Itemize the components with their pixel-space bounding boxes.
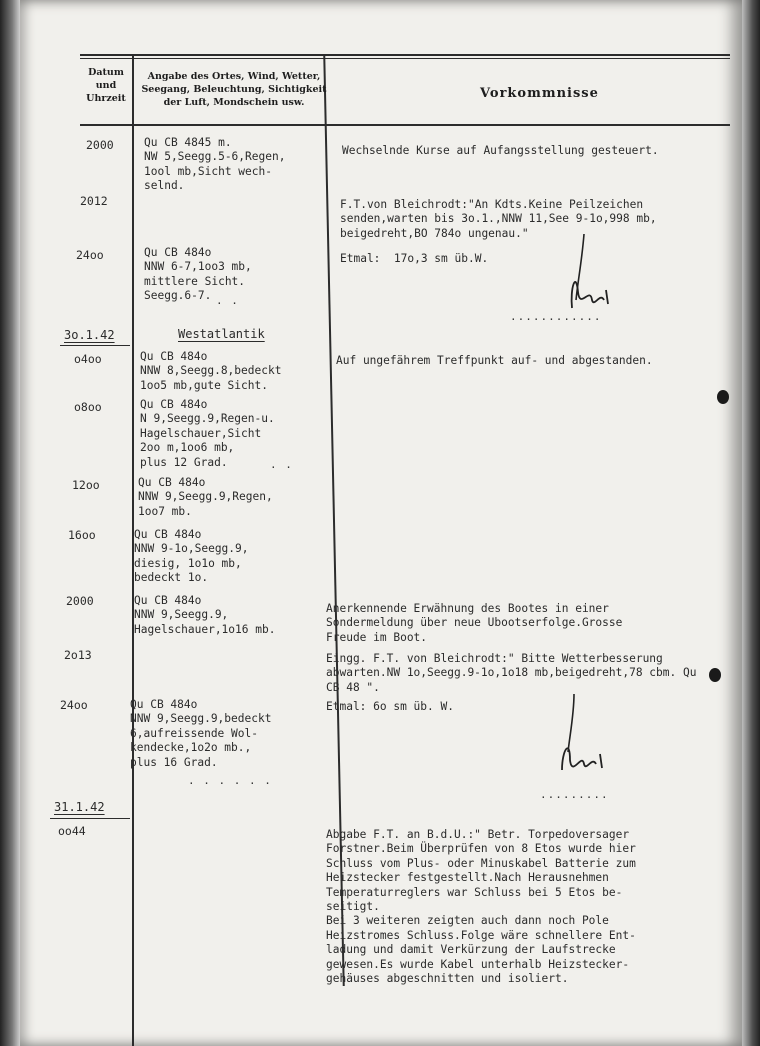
log-page [20, 0, 742, 1046]
time-1600: 16oo [68, 528, 96, 542]
scan-right-edge [742, 0, 760, 1046]
location-2400-a: Qu CB 484o NNW 6-7,1oo3 mb, mittlere Sicht. Seegg.6-7. [144, 246, 252, 303]
event-2000-a: Wechselnde Kurse auf Aufangsstellung gesteuert. [342, 144, 659, 157]
signature-line-2: ......... [540, 788, 609, 801]
location-2400-b: Qu CB 484o NNW 9,Seegg.9,bedeckt 6,aufreissende Wol- kendecke,1o2o mb., plus 16 Grad. [130, 698, 272, 769]
date-rule-2 [50, 818, 130, 819]
location-0400: Qu CB 484o NNW 8,Seegg.8,bedeckt 1oo5 mb,gute Sicht. [140, 350, 282, 392]
dotted-filler-2: . . [270, 458, 293, 471]
event-2013: Eingg. F.T. von Bleichrodt:" Bitte Wetterbesserung abwarten.NW 1o,Seegg.9-1o,1o18 mb,beigedreht,78 cbm. Qu CB 48 ". [326, 652, 697, 694]
time-2012: 2012 [80, 194, 108, 208]
event-2000-b: Anerkennende Erwähnung des Bootes in einer Sondermeldung über neue Ubootserfolge.Grosse Freude im Boot. [326, 602, 623, 644]
header-bottom-rule [80, 124, 730, 126]
signature-2 [530, 690, 630, 790]
dotted-filler-3: . . . . . . [188, 774, 272, 787]
header-events: Vorkommnisse [480, 86, 599, 101]
location-2000-b: Qu CB 484o NNW 9,Seegg.9, Hagelschauer,1o16 mb. [134, 594, 276, 636]
time-2400-b: 24oo [60, 698, 88, 712]
event-2400-b: Etmal: 6o sm üb. W. [326, 700, 454, 713]
location-heading-westatlantik: Westatlantik [178, 327, 265, 341]
date-30-1-42: 3o.1.42 [64, 328, 115, 342]
location-2000-a: Qu CB 4845 m. NW 5,Seegg.5-6,Regen, 1ool mb,Sicht wech- selnd. [144, 136, 286, 193]
date-rule-1 [60, 345, 130, 346]
time-2013: 2o13 [64, 648, 92, 662]
event-2012: F.T.von Bleichrodt:"An Kdts.Keine Peilzeichen senden,warten bis 3o.1.,NNW 11,See 9-1o,998 mb, beigedreht,BO 784o ungenau." [340, 198, 657, 240]
event-0044: Abgabe F.T. an B.d.U.:" Betr. Torpedoversager Forstner.Beim Überprüfen von 8 Etos wurde hier Schluss vom Plus- oder Minuskabel Batterie zum Heizstecker festgestellt.Nach Herausnehmen Temperaturreglers war Schluss bei 5 Etos be- seitigt. Bei 3 weiteren zeigten auch dann noch Pole Heizstromes Schluss.Folge wäre schnellere Ent- ladung und damit Verkürzung der Laufstrecke gewesen.Es wurde Kabel unterhalb Heizstecker- gehäuses abgeschnitten und isoliert. [326, 828, 636, 986]
header-location-weather: Angabe des Ortes, Wind, Wetter, Seegang, Beleuchtung, Sichtigkeit der Luft, Mondschein usw. [141, 71, 327, 108]
event-0400: Auf ungefährem Treffpunkt auf- und abgestanden. [336, 354, 653, 367]
header-top-rule [80, 54, 730, 56]
punch-hole-1 [717, 390, 729, 404]
signature-line-1: ............ [510, 310, 602, 323]
time-2400-a: 24oo [76, 248, 104, 262]
dotted-filler-1: . . [216, 294, 239, 307]
header-date-time: Datum und Uhrzeit [86, 67, 126, 104]
time-0400: o4oo [74, 352, 102, 366]
punch-hole-2 [709, 668, 721, 682]
time-1200: 12oo [72, 478, 100, 492]
time-0800: o8oo [74, 400, 102, 414]
event-2400-a: Etmal: 17o,3 sm üb.W. [340, 252, 489, 265]
location-1600: Qu CB 484o NNW 9-1o,Seegg.9, diesig, 1o1o mb, bedeckt 1o. [134, 528, 249, 585]
location-1200: Qu CB 484o NNW 9,Seegg.9,Regen, 1oo7 mb. [138, 476, 273, 518]
header-top-rule-2 [80, 58, 730, 59]
time-0044: oo44 [58, 824, 86, 838]
time-2000-b: 2000 [66, 594, 94, 608]
date-31-1-42: 31.1.42 [54, 800, 105, 814]
scan-left-edge [0, 0, 20, 1046]
location-0800: Qu CB 484o N 9,Seegg.9,Regen-u. Hagelschauer,Sicht 2oo m,1oo6 mb, plus 12 Grad. [140, 398, 275, 469]
time-2000-a: 2000 [86, 138, 114, 152]
